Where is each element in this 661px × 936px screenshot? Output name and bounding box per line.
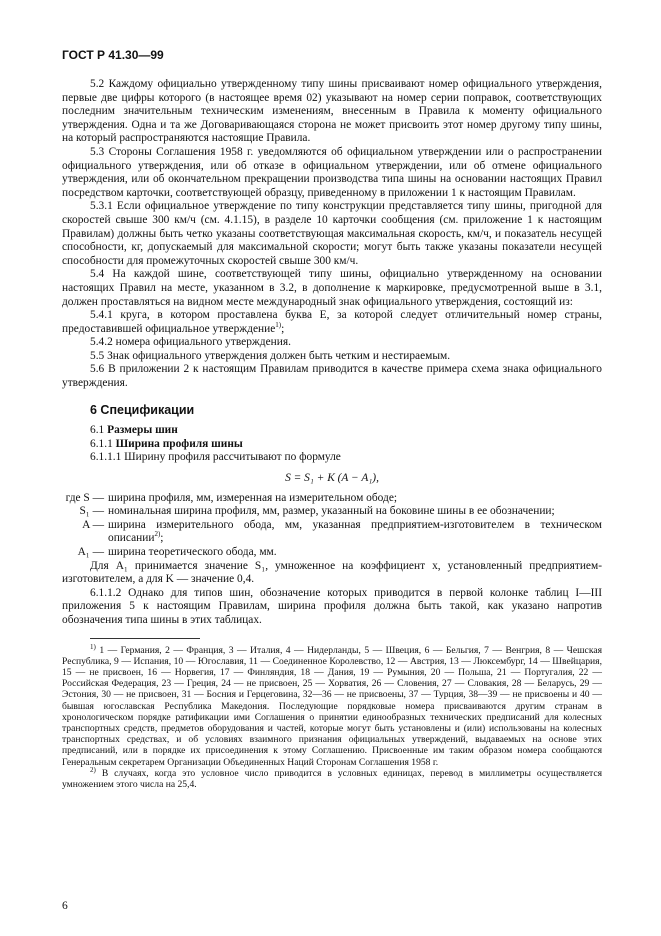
definition-lead <box>62 492 108 506</box>
definition-text: номинальная ширина профиля, мм, размер, указанный на боковине шины в ее обозначении; <box>108 505 555 518</box>
definition-symbol: A — <box>82 518 104 531</box>
footnote-2-text: В случаях, когда это условное число приводится в условных единицах, перевод в миллиметры осуществляется умножением этого числа на 25,4. <box>62 767 602 790</box>
definition-row <box>62 505 602 519</box>
subsection-6-1 <box>62 424 602 438</box>
document-header: ГОСТ Р 41.30—99 <box>62 48 164 62</box>
footnote-ref-1: 1) <box>275 320 282 329</box>
footnote-1 <box>62 642 603 768</box>
page-number: 6 <box>62 900 68 912</box>
paragraph-6-1-1-1: 6.1.1.1 Ширину профиля рассчитывают по формуле <box>90 451 341 464</box>
definition-symbol: S — <box>83 491 104 504</box>
paragraph-5-5: 5.5 Знак официального утверждения должен быть четким и нестираемым. <box>90 349 451 362</box>
section-6-title: 6 Спецификации <box>90 402 195 417</box>
paragraph-6-1-1-2: 6.1.1.2 Однако для типов шин, обозначение которых приводится в первой колонке таблиц I—III приложения 5 к настоящим Правилам, ширина профиля должна быть такой, как указано напротив обозначения типа шины в этих таблицах. <box>62 586 602 626</box>
footnote-ref-2: 2) <box>154 530 161 539</box>
subsection-6-1-1-title: Ширина профиля шины <box>115 437 243 450</box>
formula: S = S₁ + K (A − A₁), <box>285 472 379 485</box>
subsection-6-1-1 <box>62 438 602 452</box>
subsection-6-1-1-number: 6.1.1 <box>90 437 113 450</box>
definition-end: ; <box>160 532 164 545</box>
definition-text: ширина измерительного обода, мм, указанная предприятием-изготовителем в техническом описании <box>108 518 602 545</box>
paragraph-5-4-1-end: ; <box>281 322 285 335</box>
footnote-2-mark: 2) <box>90 765 96 774</box>
paragraph-5-4-1-text: 5.4.1 круга, в котором проставлена буква Е, за которой следует отличительный номер страны, предоставившей официальное утверждение <box>62 309 602 335</box>
definition-text-with-footnote <box>108 519 602 546</box>
subsection-6-1-title: Размеры шин <box>107 424 178 437</box>
document-body <box>62 78 602 790</box>
definition-text: ширина теоретического обода, мм. <box>108 546 277 558</box>
definition-symbol: A₁ — <box>77 546 104 558</box>
paragraph-5-4-1 <box>62 309 602 336</box>
note-a1: Для A₁ принимается значение S₁, умноженное на коэффициент x, установленный предприятием-изготовителем, а для K — значение 0,4. <box>62 559 602 586</box>
footnote-2 <box>62 765 602 790</box>
definition-row <box>62 519 602 546</box>
definition-row <box>62 492 602 506</box>
subsection-6-1-number: 6.1 <box>90 424 105 437</box>
footnote-1-mark: 1) <box>90 642 96 651</box>
definition-row <box>62 546 602 560</box>
paragraph-5-6: 5.6 В приложении 2 к настоящим Правилам приводится в качестве примера схема знака официального утверждения. <box>62 363 602 390</box>
paragraph-5-4-2: 5.4.2 номера официального утверждения. <box>90 336 291 349</box>
paragraph-5-3-1: 5.3.1 Если официальное утверждение по типу конструкции представляется типу шины, пригодной для скоростей свыше 300 км/ч (см. 4.1.15), в разделе 10 карточки сообщения (см. приложение 1 к настоящим Правилам) должны быть четко указаны соответствующая максимальная скорость, км/ч, и показатель несущей способности, кг, допускаемый для максимальной скорости; могут быть также указаны показатели несущей способности для промежуточных скоростей свыше 300 км/ч. <box>62 200 602 267</box>
where-label: где <box>65 491 81 504</box>
paragraph-5-4: 5.4 На каждой шине, соответствующей типу шины, официально утвержденному на основании настоящих Правил на месте, указанном в 3.2, в дополнение к маркировке, предусмотренной выше в 3.1, должен проставляться на видном месте международный знак официального утверждения, состоящий из: <box>62 268 602 308</box>
paragraph-5-2: 5.2 Каждому официально утвержденному типу шины присваивают номер официального утверждения, первые две цифры которого (в настоящее время 02) указывают на номер серии поправок, соответствующих последним значительным техническим изменениям, внесенным в Правила к моменту официального утверждения. Одна и та же Договаривающаяся сторона не может присвоить этот номер другому типу шины, на который распространяются настоящие Правила. <box>62 78 602 145</box>
definition-symbol: S₁ — <box>79 505 104 518</box>
footnote-1-text: 1 — Германия, 2 — Франция, 3 — Италия, 4 — Нидерланды, 5 — Швеция, 6 — Бельгия, 7 — Венгрия, 8 — Чешская Республика, 9 — Испания, 10 — Югославия, 11 — Соединенное Королевство, 12 — Австрия, 13 — Люксембург, 14 — Швейцария, 15 — не присвоен, 16 — Норвегия, 17 — Финляндия, 18 — Дания, 19 — Румыния, 20 — Польша, 21 — Португалия, 22 — Российская Федерация, 23 — Греция, 24 — не присвоен, 25 — Хорватия, 26 — Словения, 27 — Словакия, 28 — Беларусь, 29 — Эстония, 30 — не присвоен, 31 — Босния и Герцеговина, 32—36 — не присвоены, 37 — Турция, 38—39 — не присвоены и 40 — бывшая югославская Республика Македония. Последующие порядковые номера присваиваются другим странам в хронологическом порядке ратификации ими Соглашения о принятии единообразных технических предписаний для колесных транспортных средств, предметов оборудования и частей, которые могут быть установлены и (или) использованы на колесных транспортных средствах, и об условиях взаимного признания официальных утверждений, выдаваемых на основе этих предписаний, или в порядке их присоединения к этому Соглашению. Присвоенные им таким образом номера сообщаются Генеральным секретарем Организации Объединенных Наций Сторонам Соглашения 1958 г. <box>62 644 603 768</box>
footnote-divider <box>90 638 200 639</box>
paragraph-5-3: 5.3 Стороны Соглашения 1958 г. уведомляются об официальном утверждении или о распространении официального утверждения, или об отказе в официальном утверждении, или об отмене официального утверждения, или об окончательном прекращении производства типа шины на основании настоящих Правил посредством карточки, соответствующей образцу, приведенному в приложении 1 к настоящим Правилам. <box>62 145 602 199</box>
definition-text: ширина профиля, мм, измеренная на измерительном ободе; <box>108 491 398 504</box>
